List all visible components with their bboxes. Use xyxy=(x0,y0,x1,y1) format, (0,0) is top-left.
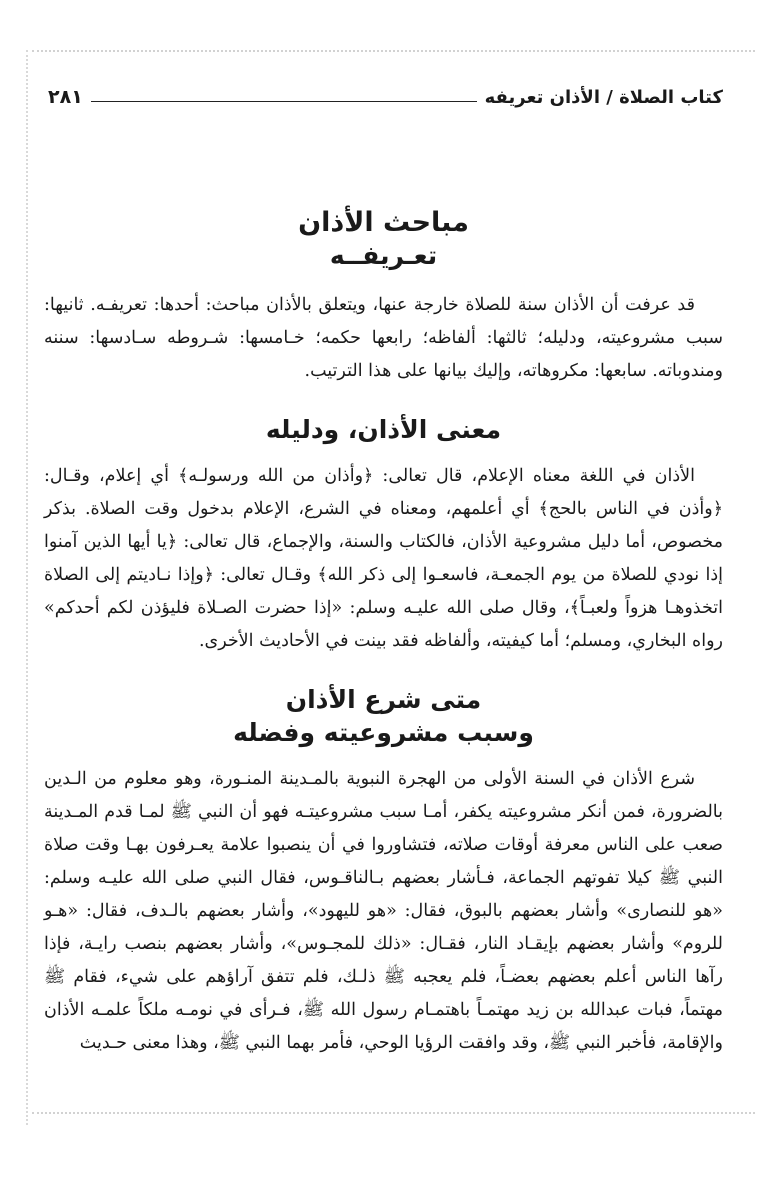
meaning-paragraph: الأذان في اللغة معناه الإعلام، قال تعالى: ﴿وأذان من الله ورسولـه﴾ أي إعلام، وقـال: ﴿وأذن في الناس بالحج﴾ أي أعلمهم، ومعناه في الشرع، الإعلام بدخول وقت الصلاة. بذكر مخصوص، أما دليل مشروعية الأذان، فالكتاب والسنة، والإجماع، قال تعالى: ﴿يا أيها الذين آمنوا إذا نودي للصلاة من يوم الجمعـة، فاسعـوا إلى ذكر الله﴾ وقـال تعالى: ﴿وإذا نـاديتم إلى الصلاة اتخذوهـا هزواً ولعبـاً﴾، وقال صلى الله عليـه وسلم: «إذا حضرت الصـلاة فليؤذن لكم أحدكم» رواه البخاري، ومسلم؛ أما كيفيته، وألفاظه فقد بينت في الأحاديث الأخرى. xyxy=(44,466,723,652)
running-title: كتاب الصلاة / الأذان تعريفه xyxy=(484,86,723,108)
meaning-heading: معنى الأذان، ودليله xyxy=(265,414,502,444)
reason-heading: وسبب مشروعيته وفضله xyxy=(233,717,534,747)
header-rule xyxy=(91,101,477,102)
running-header xyxy=(48,82,723,112)
when-paragraph: شرع الأذان في السنة الأولى من الهجرة النبوية بالمـدينة المنـورة، وهو معلوم من الـدين بالضرورة، فمن أنكر مشروعيته يكفر، أمـا سبب مشروعيتـه فهو أن النبي ﷺ لمـا قدم المـدينة صعب على الناس معرفة أوقات صلاته، فتشاوروا في أن ينصبوا علامة يعـرفون بهـا وقت صلاة النبي ﷺ كيلا تفوتهم الجماعة، فـأشار بعضهم بـالناقـوس، فقال النبي صلى الله عليـه وسلم: «هو للنصارى» وأشار بعضهم بالبوق، فقال: «هو لليهود»، وأشار بعضهم بالـدف، فقال: «هـو للروم» وأشار بعضهم بإيقـاد النار، فقـال: «ذلك للمجـوس»، وأشار بعضهم بنصب رايـة، فإذا رآها الناس أعلم بعضهم بعضـاً، فلم يعجبه ﷺ ذلـك، فلم تتفق آراؤهم على شيء، فقام ﷺ مهتماً، فبات عبدالله بن زيد مهتمـاً باهتمـام رسول الله ﷺ، فـرأى في نومـه ملكاً علمـه الأذان والإقامة، فأخبر النبي ﷺ، وقد وافقت الرؤيا الوحي، فأمر بهما النبي ﷺ، وهذا معنى حـديث xyxy=(44,769,723,1054)
when-heading: متى شرع الأذان xyxy=(285,685,482,715)
main-heading: مباحث الأذان xyxy=(298,207,469,238)
definition-heading-text: تعـريفــه xyxy=(329,241,438,271)
page-number: ٢٨١ xyxy=(48,86,83,108)
scan-edge-bottom xyxy=(32,1112,755,1126)
definition-heading xyxy=(44,240,723,273)
intro-paragraph: قد عرفت أن الأذان سنة للصلاة خارجة عنها، ويتعلق بالأذان مباحث: أحدها: تعريفـه. ثانيها: سبب مشروعيته، ودليله؛ ثالثها: ألفاظه؛ رابعها حكمه؛ خـامسها: شـروطه سـادسها: سننه ومندوباته. سابعها: مكروهاته، وإليك بيانها على هذا الترتيب. xyxy=(44,294,723,381)
page-body xyxy=(44,205,723,1060)
scan-edge-top xyxy=(32,50,755,64)
scan-edge-left xyxy=(26,50,32,1125)
